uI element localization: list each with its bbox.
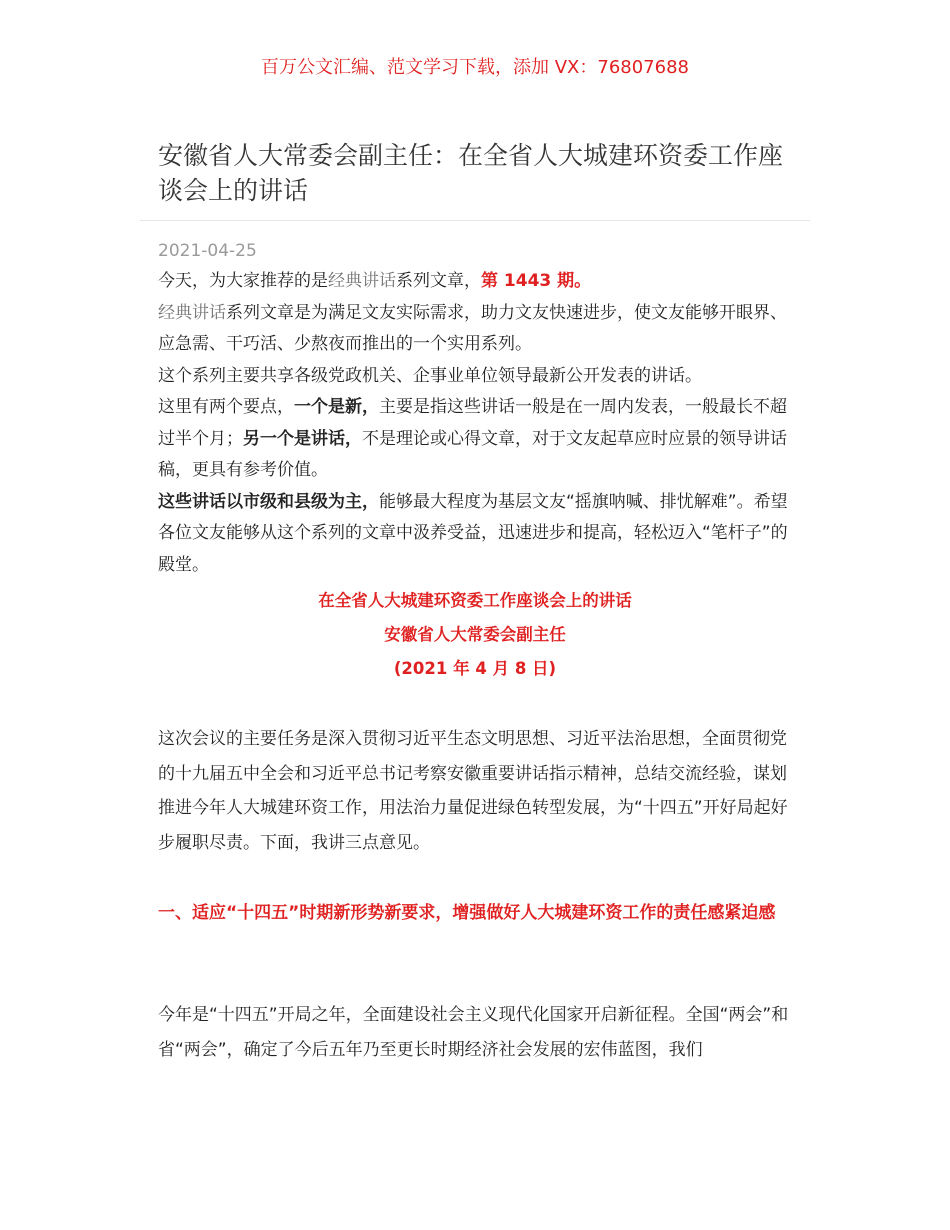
publish-date: 2021-04-25 — [158, 241, 257, 261]
title-divider — [140, 220, 810, 221]
speech-speaker: 安徽省人大常委会副主任 — [384, 625, 566, 644]
section-heading-1: 一、适应“十四五”时期新形势新要求，增强做好人大城建环资工作的责任感紧迫感 — [158, 903, 776, 923]
intro-text: 能够最大程度为基层文友“摇旗呐喊、排忧解难”。希望各位文友能够从这个系列的文章中汲养受益，迅速进步和提高，轻松迈入“笔杆子”的殿堂。 — [158, 491, 788, 575]
page-title: 安徽省人大常委会副主任：在全省人大城建环资委工作座谈会上的讲话 — [158, 141, 784, 205]
intro-text: 系列文章是为满足文友实际需求，助力文友快速进步，使文友能够开眼界、应急需、干巧活、少熬夜而推出的一个实用系列。 — [158, 302, 787, 354]
speech-date: (2021 年 4 月 8 日) — [393, 659, 557, 678]
intro-text: 不是理论或心得文章，对于文友起草应时应景的领导讲话稿，更具有参考价值。 — [158, 428, 787, 480]
key-point-new: 一个是新， — [294, 397, 379, 417]
intro-paragraph-1 — [158, 266, 794, 298]
body-paragraph-1: 这次会议的主要任务是深入贯彻习近平生态文明思想、习近平法治思想，全面贯彻党的十九届五中全会和习近平总书记考察安徽重要讲话指示精神，总结交流经验，谋划推进今年人大城建环资工作，用法治力量促进绿色转型发展，为“十四五”开好局起好步履职尽责。下面，我讲三点意见。 — [158, 729, 788, 853]
body-paragraph-2: 今年是“十四五”开局之年，全面建设社会主义现代化国家开启新征程。全国“两会”和省“两会”，确定了今后五年乃至更长时期经济社会发展的宏伟蓝图，我们 — [158, 1005, 789, 1060]
intro-paragraph-2 — [158, 298, 794, 361]
intro-section — [158, 266, 794, 581]
intro-text: 今天，为大家推荐的是 — [158, 271, 328, 291]
intro-paragraph-4 — [158, 392, 794, 487]
intro-text: 系列文章， — [396, 271, 481, 291]
intro-paragraph-3: 这个系列主要共享各级党政机关、企事业单位领导最新公开发表的讲话。 — [158, 365, 702, 386]
intro-text: 这里有两个要点， — [158, 397, 294, 417]
intro-text: 主要是指这些讲话一般是在一周内发表，一般最长不超过半个月； — [158, 397, 787, 449]
speech-heading: 在全省人大城建环资委工作座谈会上的讲话 — [318, 591, 632, 610]
key-point-level: 这些讲话以市级和县级为主， — [158, 491, 379, 512]
watermark-banner: 百万公文汇编、范文学习下载，添加 VX：76807688 — [261, 57, 689, 78]
key-point-speech: 另一个是讲话， — [243, 428, 362, 449]
series-name: 经典讲话 — [328, 271, 396, 291]
intro-paragraph-5 — [158, 487, 794, 582]
issue-number: 第 1443 期。 — [481, 271, 592, 291]
series-name: 经典讲话 — [158, 302, 226, 323]
